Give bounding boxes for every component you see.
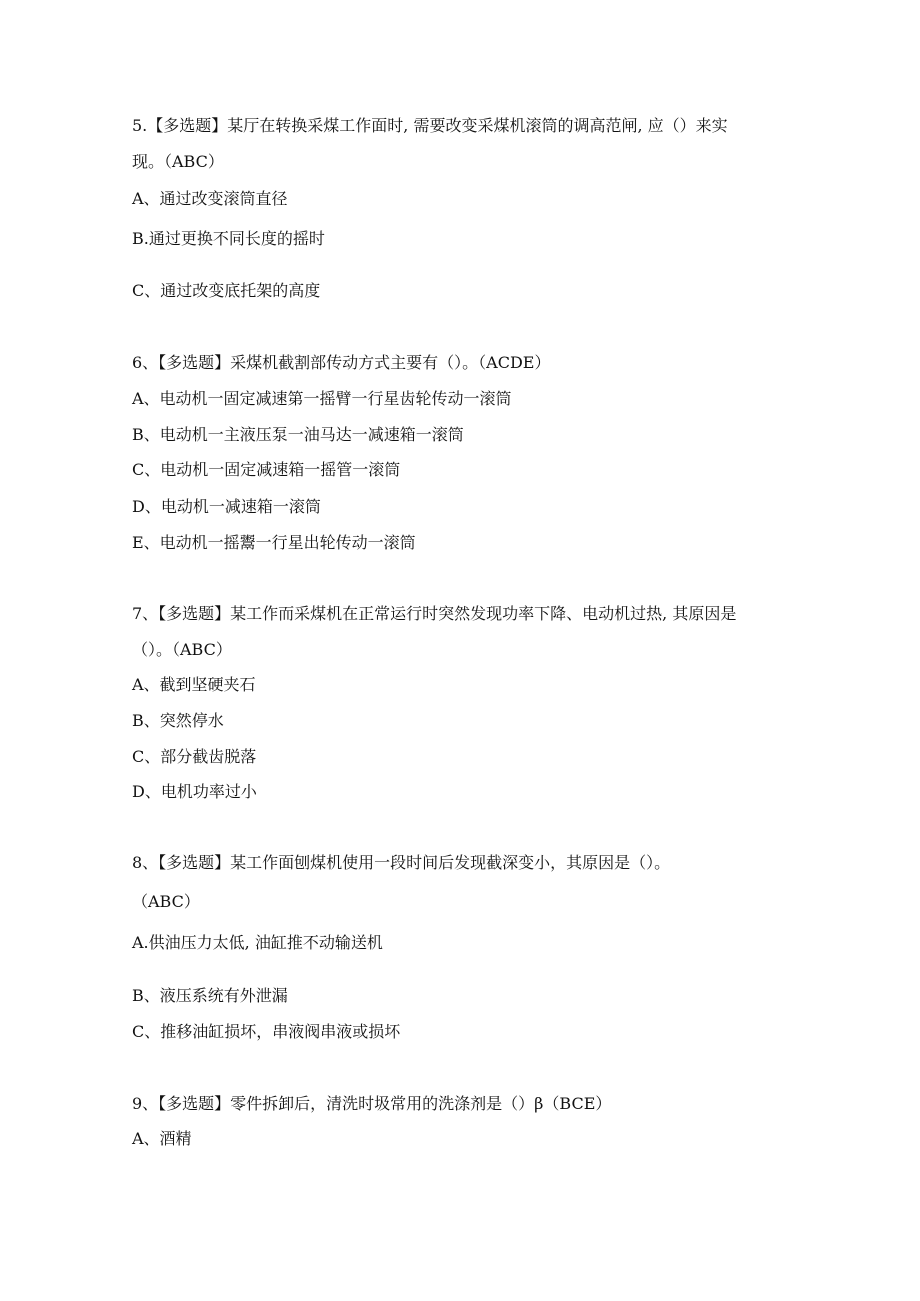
question-8-option-b: B、液压系统有外泄漏: [132, 986, 288, 1005]
question-6-option-d: D、电动机一减速箱一滚筒: [132, 497, 321, 516]
question-9-stem-line-1: 9、【多选题】零件拆卸后，清洗时圾常用的洗涤剂是（）β（BCE）: [132, 1094, 612, 1113]
question-7-stem-line-1: 7、【多选题】某工作而采煤机在正常运行时突然发现功率下降、电动机过热, 其原因是: [132, 604, 737, 623]
question-8-stem-line-1: 8、【多选题】某工作面刨煤机使用一段时间后发现截深变小，其原因是（）。: [132, 853, 671, 872]
question-6-option-a: A、电动机一固定减速第一摇臂一行星齿轮传动一滚筒: [132, 389, 512, 408]
question-6-option-e: E、电动机一摇鬻一行星出轮传动一滚筒: [132, 533, 416, 552]
question-6-option-b: B、电动机一主液压泵一油马达一减速箱一滚筒: [132, 425, 464, 444]
question-6-option-c: C、电动机一固定减速箱一摇管一滚筒: [132, 460, 401, 479]
question-5-option-b: B.通过更换不同长度的摇时: [132, 229, 325, 248]
question-5-stem-line-1: 5.【多选题】某厅在转换采煤工作面时, 需要改变采煤机滚筒的调高范闸, 应（）来实: [132, 116, 728, 135]
question-9-option-a: A、酒精: [132, 1129, 192, 1148]
question-5-option-a: A、通过改变滚筒直径: [132, 189, 288, 208]
question-5-option-c: C、通过改变底托架的高度: [132, 281, 321, 300]
question-7-option-b: B、突然停水: [132, 711, 224, 730]
question-8-stem-line-2: （ABC）: [132, 892, 200, 911]
question-7-stem-line-2: （）。（ABC）: [132, 640, 232, 659]
question-6-stem-line-1: 6、【多选题】采煤机截割部传动方式主要有（）。（ACDE）: [132, 353, 551, 372]
question-8-option-c: C、推移油缸损坏，串液阀串液或损坏: [132, 1022, 401, 1041]
question-8-option-a: A.供油压力太低, 油缸推不动输送机: [132, 933, 383, 952]
question-7-option-c: C、部分截齿脱落: [132, 747, 257, 766]
question-7-option-a: A、截到坚硬夹石: [132, 675, 256, 694]
question-7-option-d: D、电机功率过小: [132, 782, 257, 801]
question-5-stem-line-2: 现。（ABC）: [132, 152, 224, 171]
